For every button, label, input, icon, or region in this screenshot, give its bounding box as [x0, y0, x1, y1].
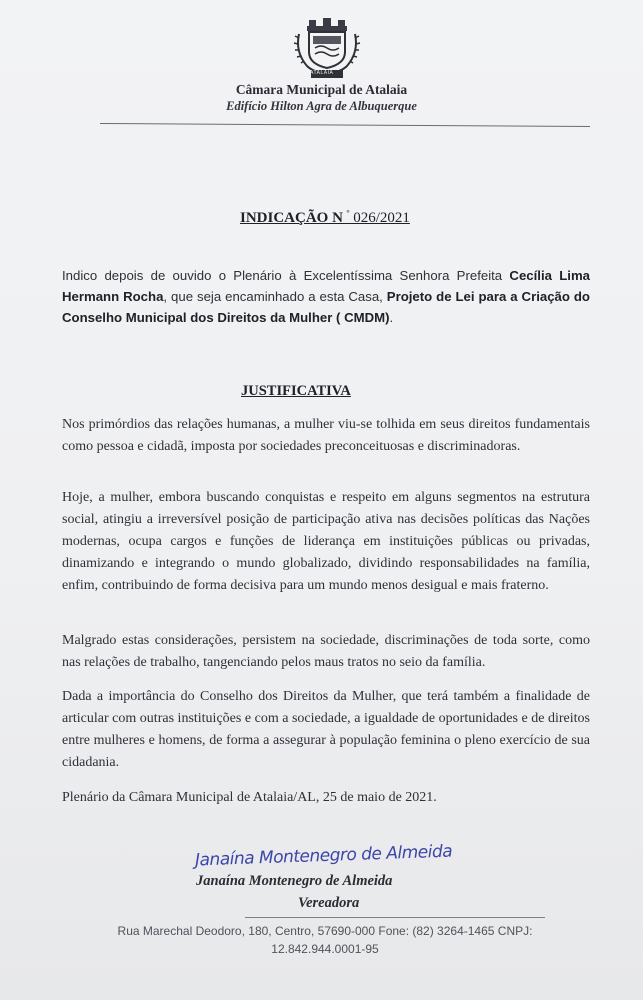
justification-heading: JUSTIFICATIVA — [241, 383, 351, 399]
intro-paragraph — [62, 265, 590, 328]
intro-text-3: . — [389, 310, 394, 325]
title-number: 026/2021 — [349, 210, 410, 226]
footer-line-1: Rua Marechal Deodoro, 180, Centro, 57690-000 Fone: (82) 3264-1465 CNPJ: — [117, 924, 533, 938]
justification-paragraph-3: Malgrado estas considerações, persistem na sociedade, discriminações de toda sorte, como nas relações de trabalho, tangenciando pelos maus tratos no seio da família. — [62, 633, 590, 670]
handwritten-signature: Janaína Montenegro de Almeida — [194, 841, 453, 871]
title-degree: º — [346, 208, 350, 218]
crest-banner-text: ATALAIA — [310, 70, 334, 76]
institution-name: Câmara Municipal de Atalaia — [235, 82, 408, 97]
justification-paragraph-4: Dada a importância do Conselho dos Direitos da Mulher, que terá também a finalidade de articular com outras instituições e com a sociedade, a igualdade de oportunidades e de direitos entre mulheres e homens, de forma a assegurar à população feminina o pleno exercício de sua cidadania. — [62, 689, 590, 770]
footer-divider — [245, 917, 545, 918]
footer-line-2: 12.842.944.0001-95 — [271, 942, 379, 956]
justification-paragraph-2: Hoje, a mulher, embora buscando conquistas e respeito em alguns segmentos na estrutura social, atingiu a irreversível posição de participação ativa nas decisões políticas das Nações modernas, ocupa cargos e funções de liderança em instituições públicas ou privadas, dinamizando e integrando o mundo globalizado, dividindo responsabilidades na família, enfim, contribuindo de forma decisiva para um mundo menos desigual e mais fraterno. — [62, 490, 590, 593]
bill-title: Projeto de Lei para a Criação do Conselho Municipal dos Direitos da Mulher ( CMDM) — [62, 289, 590, 325]
justification-paragraph-1: Nos primórdios das relações humanas, a mulher viu-se tolhida em seus direitos fundamentais como pessoa e cidadã, imposta por sociedades preconceituosas e discriminadoras. — [62, 417, 590, 454]
intro-text-2: , que seja encaminhado a esta Casa, — [163, 289, 387, 304]
document-title — [240, 208, 410, 227]
closing-date-line: Plenário da Câmara Municipal de Atalaia/AL, 25 de maio de 2021. — [62, 790, 437, 805]
title-prefix: INDICAÇÃO N — [240, 210, 347, 226]
header-divider — [100, 123, 590, 127]
intro-text-1: Indico depois de ouvido o Plenário à Excelentíssima Senhora Prefeita — [62, 268, 510, 283]
signatory-name: Janaína Montenegro de Almeida — [196, 873, 393, 889]
footer-address — [80, 922, 570, 958]
building-name: Edifício Hilton Agra de Albuquerque — [226, 99, 417, 113]
signatory-role: Vereadora — [298, 895, 360, 911]
mayor-name: Cecília Lima Hermann Rocha — [62, 268, 590, 304]
